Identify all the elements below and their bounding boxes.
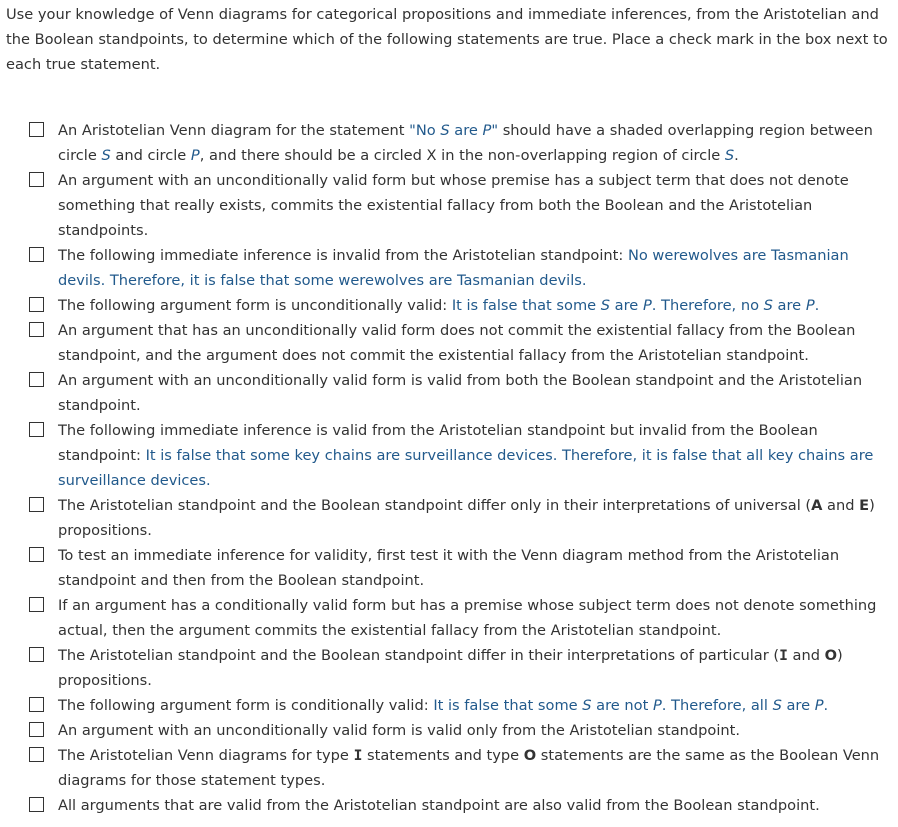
statement-text-part: If an argument has a conditionally valid form but has a premise whose subject term does not denote something actual, then the argument commits the existential fallacy from the Aristotelian standpoint. — [58, 597, 877, 639]
statement-list — [29, 118, 895, 818]
statement-text-part: The following argument form is conditionally valid: — [58, 697, 434, 714]
statement-checkbox[interactable] — [29, 122, 44, 137]
statement-text — [58, 793, 895, 818]
statement-checkbox[interactable] — [29, 497, 44, 512]
statement-checkbox[interactable] — [29, 547, 44, 562]
statement-text-part: P — [642, 297, 652, 314]
statement-text — [58, 418, 895, 493]
statement-item — [29, 743, 895, 793]
statement-checkbox[interactable] — [29, 797, 44, 812]
statement-text-part: All arguments that are valid from the Aristotelian standpoint are also valid from the Boolean standpoint. — [58, 797, 820, 814]
statement-text-part: S — [724, 147, 735, 164]
statement-text-part: An argument with an unconditionally valid form is valid only from the Aristotelian standpoint. — [58, 722, 741, 739]
statement-item — [29, 118, 895, 168]
statement-text-part: No werewolves are Tasmanian devils. Therefore, it is false that some werewolves are Tasmanian devils. — [58, 247, 849, 289]
statement-text-part: ) propositions. — [58, 647, 843, 689]
statement-checkbox[interactable] — [29, 422, 44, 437]
statement-text-part: S — [101, 147, 111, 164]
statement-text-part: S — [440, 122, 450, 139]
statement-text-part: O — [824, 647, 838, 664]
statement-checkbox[interactable] — [29, 747, 44, 762]
statement-text-part: statements are the same as the Boolean Venn diagrams for those statement types. — [58, 747, 880, 789]
statement-item — [29, 243, 895, 293]
statement-checkbox[interactable] — [29, 597, 44, 612]
statement-text-part: P — [805, 297, 815, 314]
statement-item — [29, 693, 895, 718]
instructions-text: Use your knowledge of Venn diagrams for categorical propositions and immediate inferences, from the Aristotelian and the Boolean standpoints, to determine which of the following statements are true. Place a check mark in the box next to each true statement. — [6, 6, 888, 73]
statement-checkbox[interactable] — [29, 697, 44, 712]
statement-item — [29, 643, 895, 693]
statement-text-part: The following immediate inference is invalid from the Aristotelian standpoint: — [58, 247, 628, 264]
statement-text-part: The following argument form is unconditionally valid: — [58, 297, 452, 314]
statement-text-part: I — [353, 747, 363, 764]
statement-text-part: and — [822, 497, 860, 514]
statement-item — [29, 418, 895, 493]
statement-item — [29, 793, 895, 818]
statement-text-part: statements and type — [362, 747, 524, 764]
statement-text-part: ) propositions. — [58, 497, 875, 539]
statement-text-part: P — [482, 122, 492, 139]
statement-text-part: are not — [591, 697, 653, 714]
statement-text — [58, 743, 895, 793]
statement-item — [29, 368, 895, 418]
statement-text-part: An argument with an unconditionally valid form but whose premise has a subject term that does not denote something that really exists, commits the existential fallacy from both the Boolean and the Aristotelian standpoints. — [58, 172, 849, 239]
statement-text — [58, 718, 895, 743]
statement-text-part: The Aristotelian standpoint and the Boolean standpoint differ only in their interpretations of universal ( — [58, 497, 812, 514]
statement-text-part: I — [779, 647, 788, 664]
statement-item — [29, 493, 895, 543]
statement-text — [58, 643, 895, 693]
statement-checkbox[interactable] — [29, 372, 44, 387]
statement-text-part: " — [491, 122, 499, 139]
statement-text-part: The following immediate inference is valid from the Aristotelian standpoint but invalid from the Boolean standpoint: — [58, 422, 818, 464]
statement-text-part: are — [781, 697, 815, 714]
statement-text — [58, 593, 895, 643]
statement-text — [58, 293, 895, 318]
statement-text — [58, 318, 895, 368]
statement-text — [58, 693, 895, 718]
statement-text — [58, 243, 895, 293]
statement-text-part: should have a shaded overlapping region between circle — [58, 122, 873, 164]
statement-text-part: P — [190, 147, 200, 164]
statement-text-part: It is false that some key chains are surveillance devices. Therefore, it is false that all key chains are surveillance devices. — [58, 447, 874, 489]
statement-text-part: . — [814, 297, 820, 314]
statement-text-part: . — [823, 697, 829, 714]
statement-text — [58, 543, 895, 593]
statement-item — [29, 168, 895, 243]
statement-text-part: An Aristotelian Venn diagram for the statement — [58, 122, 410, 139]
statement-text-part: It is false that some — [433, 697, 583, 714]
statement-item — [29, 593, 895, 643]
statement-checkbox[interactable] — [29, 297, 44, 312]
statement-checkbox[interactable] — [29, 247, 44, 262]
statement-text-part: "No — [409, 122, 441, 139]
statement-text-part: It is false that some — [451, 297, 601, 314]
statement-text-part: , and there should be a circled X in the non-overlapping region of circle — [199, 147, 725, 164]
statement-text-part: S — [582, 697, 592, 714]
statement-text — [58, 118, 895, 168]
statement-item — [29, 718, 895, 743]
statement-text-part: are — [610, 297, 643, 314]
statement-checkbox[interactable] — [29, 172, 44, 187]
statement-text — [58, 368, 895, 418]
statement-text-part: are — [772, 297, 806, 314]
statement-text-part: and circle — [110, 147, 191, 164]
statement-text — [58, 493, 895, 543]
statement-text — [58, 168, 895, 243]
statement-text-part: An argument that has an unconditionally valid form does not commit the existential fallacy from the Boolean standpoint, and the argument does not commit the existential fallacy from the Aristotelian standpoint. — [58, 322, 856, 364]
statement-text-part: S — [763, 297, 773, 314]
statement-checkbox[interactable] — [29, 722, 44, 737]
statement-text-part: An argument with an unconditionally valid form is valid from both the Boolean standpoint and the Aristotelian standpoint. — [58, 372, 863, 414]
statement-text-part: and — [787, 647, 825, 664]
statement-text-part: are — [449, 122, 483, 139]
statement-text-part: P — [652, 697, 662, 714]
statement-text-part: . Therefore, no — [651, 297, 764, 314]
statement-text-part: E — [859, 497, 870, 514]
statement-text-part: The Aristotelian standpoint and the Boolean standpoint differ in their interpretations of particular ( — [58, 647, 780, 664]
statement-text-part: The Aristotelian Venn diagrams for type — [58, 747, 354, 764]
statement-text-part: . — [734, 147, 739, 164]
statement-text-part: . Therefore, all — [661, 697, 773, 714]
statement-checkbox[interactable] — [29, 647, 44, 662]
statement-text-part: A — [811, 497, 823, 514]
statement-text-part: S — [772, 697, 782, 714]
statement-item — [29, 543, 895, 593]
statement-text-part: S — [600, 297, 611, 314]
statement-item — [29, 318, 895, 368]
statement-checkbox[interactable] — [29, 322, 44, 337]
statement-item — [29, 293, 895, 318]
statement-text-part: P — [814, 697, 824, 714]
statement-text-part: O — [523, 747, 537, 764]
statement-text-part: To test an immediate inference for validity, first test it with the Venn diagram method from the Aristotelian standpoint and then from the Boolean standpoint. — [58, 547, 840, 589]
